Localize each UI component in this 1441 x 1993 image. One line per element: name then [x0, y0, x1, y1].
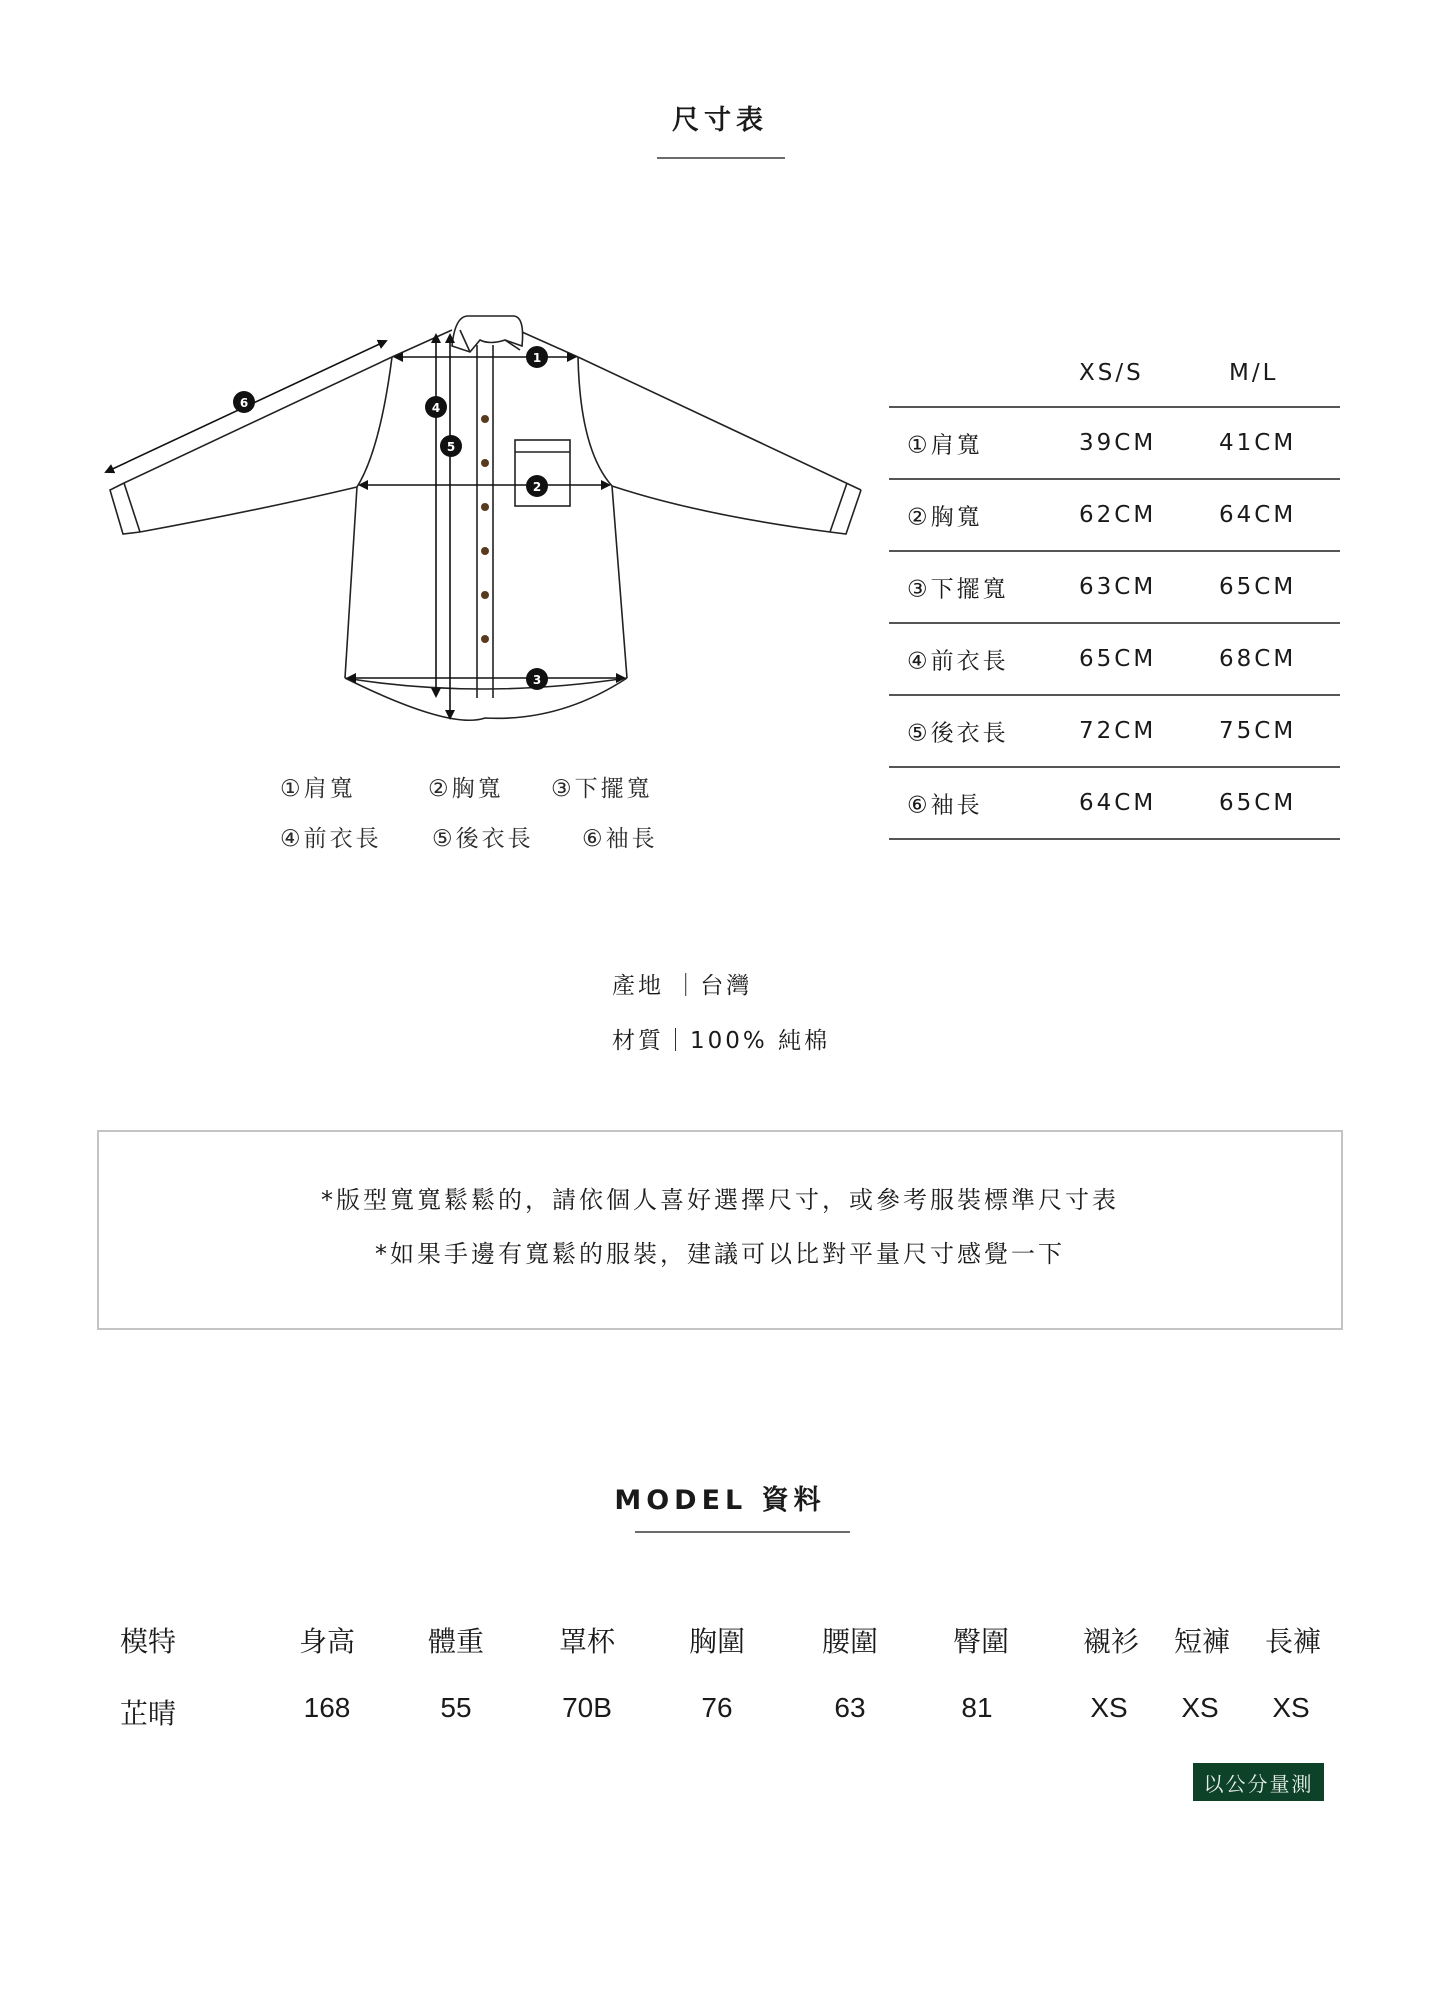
cell-xs-s: 72CM — [1079, 718, 1157, 744]
model-value: XS — [1090, 1692, 1128, 1723]
model-header: 胸圍 — [688, 1626, 746, 1657]
cell-xs-s: 63CM — [1079, 574, 1157, 600]
model-value: 76 — [701, 1692, 733, 1723]
row-label: ⑤後衣長 — [907, 720, 1009, 747]
size-chart-title: 尺寸表 — [672, 105, 768, 136]
table-row — [889, 478, 1340, 550]
row-label: ①肩寬 — [907, 432, 983, 459]
model-header: 短褲 — [1173, 1626, 1231, 1657]
table-row — [889, 406, 1340, 478]
size-table-header — [889, 340, 1340, 406]
unit-badge: 以公分量測 — [1193, 1763, 1324, 1801]
svg-text:6: 6 — [239, 396, 249, 410]
note-line: *如果手邊有寬鬆的服裝，建議可以比對平量尺寸感覺一下 — [375, 1240, 1065, 1268]
model-header: 體重 — [427, 1626, 485, 1657]
legend-item: ①肩寬 — [280, 776, 356, 802]
cell-m-l: 64CM — [1219, 502, 1297, 528]
cell-xs-s: 39CM — [1079, 430, 1157, 456]
model-header: 臀圍 — [952, 1626, 1010, 1657]
row-label: ②胸寬 — [907, 504, 983, 531]
svg-text:1: 1 — [532, 351, 542, 365]
svg-text:3: 3 — [532, 673, 542, 687]
model-value: 70B — [562, 1692, 612, 1723]
column-header-m-l: M/L — [1229, 360, 1279, 386]
model-header: 長褲 — [1264, 1626, 1322, 1657]
title-underline — [657, 157, 785, 159]
model-value: 55 — [440, 1692, 472, 1723]
table-row — [889, 550, 1340, 622]
model-value: 81 — [961, 1692, 993, 1723]
row-label: ④前衣長 — [907, 648, 1009, 675]
cell-xs-s: 62CM — [1079, 502, 1157, 528]
model-value: 168 — [303, 1692, 351, 1723]
cell-xs-s: 64CM — [1079, 790, 1157, 816]
svg-text:2: 2 — [532, 480, 542, 494]
svg-text:4: 4 — [431, 401, 441, 415]
origin-info: 產地 ｜台灣 — [612, 973, 753, 999]
row-label: ③下擺寬 — [907, 576, 1009, 603]
size-table — [889, 340, 1340, 840]
legend-item: ④前衣長 — [280, 826, 382, 852]
material-info: 材質｜100% 純棉 — [612, 1028, 831, 1054]
cell-m-l: 68CM — [1219, 646, 1297, 672]
cell-m-l: 65CM — [1219, 574, 1297, 600]
model-header: 罩杯 — [558, 1626, 616, 1657]
row-label: ⑥袖長 — [907, 792, 983, 819]
model-header: 襯衫 — [1082, 1626, 1140, 1657]
table-row — [889, 766, 1340, 840]
cell-m-l: 65CM — [1219, 790, 1297, 816]
cell-xs-s: 65CM — [1079, 646, 1157, 672]
shirt-measurement-diagram — [95, 300, 875, 730]
fit-notes-box — [97, 1130, 1343, 1330]
column-header-xs-s: XS/S — [1079, 360, 1144, 386]
model-section-title: MODEL 資料 — [614, 1485, 826, 1516]
legend-item: ⑥袖長 — [582, 826, 658, 852]
table-row — [889, 694, 1340, 766]
model-header: 身高 — [298, 1626, 356, 1657]
cell-m-l: 41CM — [1219, 430, 1297, 456]
table-row — [889, 622, 1340, 694]
legend-item: ⑤後衣長 — [432, 826, 534, 852]
legend-item: ③下擺寬 — [551, 776, 653, 802]
note-line: *版型寬寬鬆鬆的，請依個人喜好選擇尺寸，或參考服裝標準尺寸表 — [321, 1186, 1119, 1214]
model-header: 腰圍 — [821, 1626, 879, 1657]
svg-text:5: 5 — [446, 440, 456, 454]
legend-item: ②胸寬 — [428, 776, 504, 802]
model-header: 模特 — [119, 1626, 177, 1657]
button-dots — [481, 415, 489, 643]
model-value: 芷晴 — [119, 1698, 177, 1729]
model-value: XS — [1181, 1692, 1219, 1723]
model-title-underline — [635, 1531, 850, 1533]
model-value: 63 — [834, 1692, 866, 1723]
model-value: XS — [1272, 1692, 1310, 1723]
cell-m-l: 75CM — [1219, 718, 1297, 744]
